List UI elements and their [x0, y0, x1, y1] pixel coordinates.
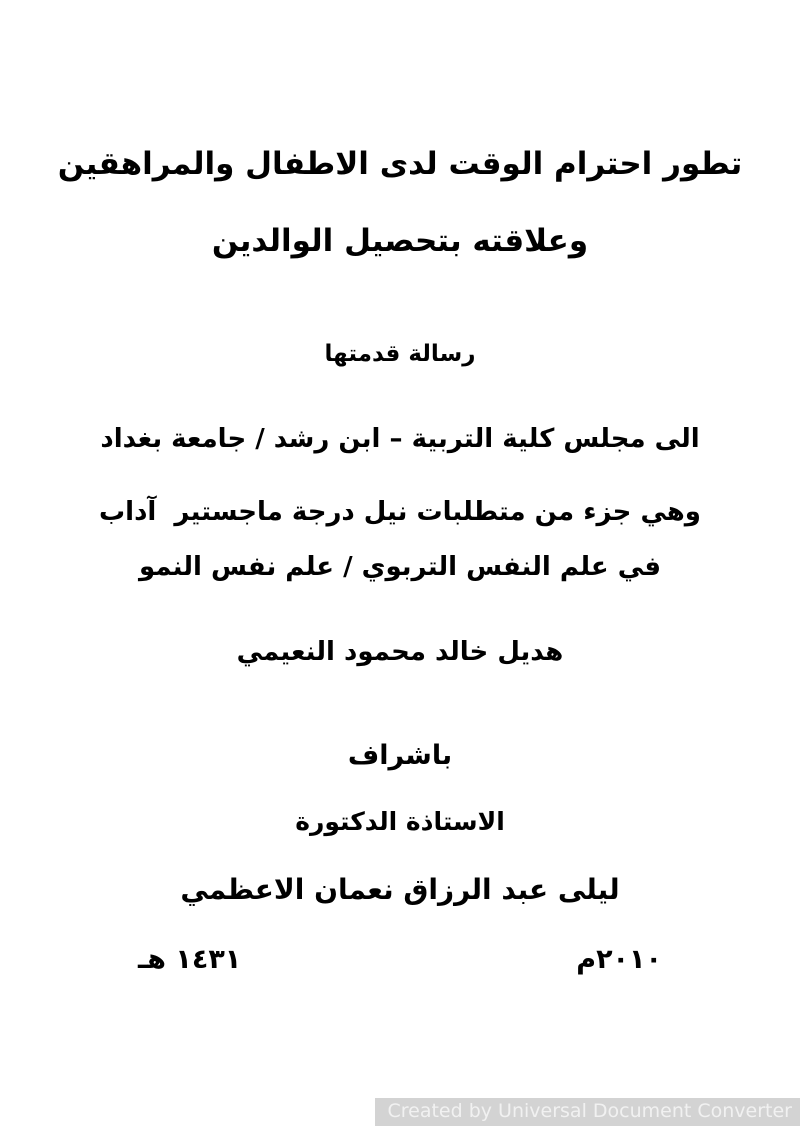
supervision-label: باشراف [347, 740, 453, 771]
year-gregorian: ٢٠١٠م [576, 944, 662, 975]
thesis-title-line-1: تطور احترام الوقت لدى الاطفال والمراهقين [57, 146, 743, 182]
supervisor-title: الاستاذة الدكتورة [295, 807, 505, 836]
thesis-submission-label: رسالة قدمتها [324, 341, 476, 367]
converter-watermark: Created by Universal Document Converter [375, 1098, 800, 1126]
degree-requirement-line-1: وهي جزء من متطلبات نيل درجة ماجستير آداب [99, 497, 701, 527]
year-hijri: ١٤٣١ هـ [138, 944, 242, 975]
author-name: هديل خالد محمود النعيمي [236, 637, 564, 667]
recipient-faculty-line: الى مجلس كلية التربية – ابن رشد / جامعة بغداد [100, 424, 700, 454]
thesis-title-line-2: وعلاقته بتحصيل الوالدين [211, 223, 589, 259]
degree-requirement-line-2: في علم النفس التربوي / علم نفس النمو [138, 552, 662, 582]
supervisor-name: ليلى عبد الرزاق نعمان الاعظمي [180, 873, 620, 906]
dates-row [0, 944, 800, 975]
